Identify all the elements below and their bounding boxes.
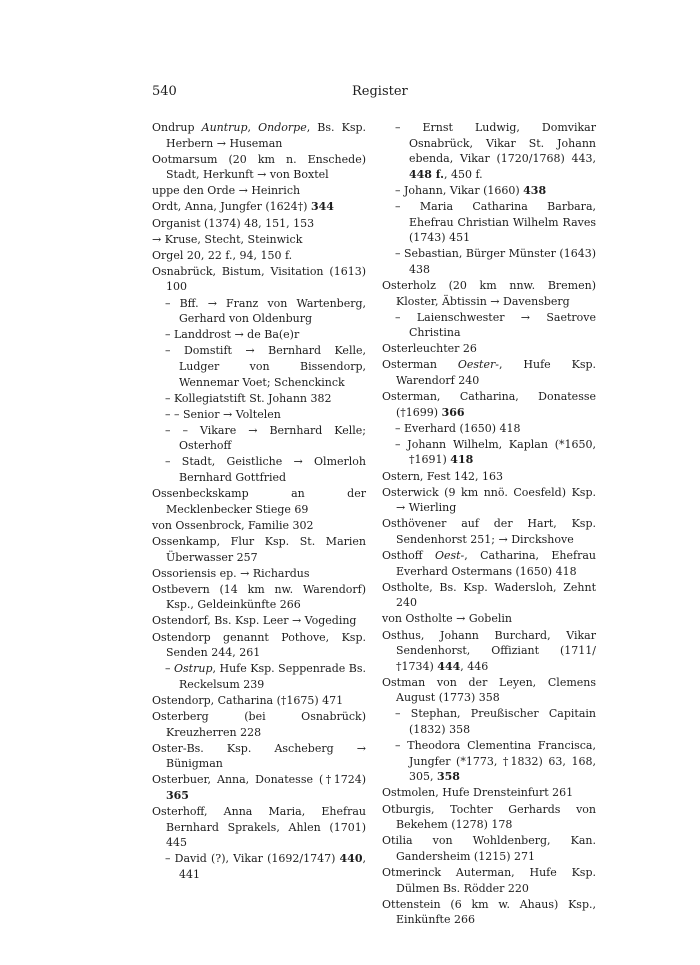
index-entry: – Laienschwester → Saetrove Christina (395, 310, 596, 340)
index-entry: – Johann, Vikar (1660) 438 (395, 183, 547, 197)
index-entry: – Stadt, Geistliche → Olmerloh Bernhard Gottfried (165, 455, 366, 485)
running-head: Register (352, 84, 408, 99)
index-entry: Otmerinck Auterman, Hufe Ksp. Dülmen Bs. Rödder 220 (382, 865, 596, 895)
index-entry: Ossenkamp, Flur Ksp. St. Marien Überwasser 257 (152, 534, 366, 564)
index-entry: Ostman von der Leyen, Clemens August (1773) 358 (382, 675, 596, 705)
index-entry: Ondrup Auntrup, Ondorpe, Bs. Ksp. Herbern → Huseman (152, 121, 367, 150)
index-entry: Osterholz (20 km nnw. Bremen) Kloster, Äbtissin → Davensberg (382, 278, 596, 308)
index-entry: Ordt, Anna, Jungfer (1624†) 344 (152, 200, 334, 214)
index-entry: Osterberg (bei Osnabrück) Kreuzherren 228 (152, 709, 366, 739)
index-entry: Otilia von Wohldenberg, Kan. Gandersheim (1215) 271 (382, 834, 596, 863)
index-entry: – David (?), Vikar (1692/1747) 440, 441 (165, 852, 366, 881)
index-entry: – Bff. → Franz von Wartenberg, Gerhard von Oldenburg (165, 296, 366, 326)
index-entry: Ossenbeckskamp an der Mecklenbecker Stiege 69 (152, 487, 366, 516)
index-entry: – – Senior → Voltelen (165, 407, 281, 421)
index-entry: Ootmarsum (20 km n. Enschede) Stadt, Herkunft → von Boxtel (152, 152, 366, 182)
index-entry: – – Vikare → Bernhard Kelle; Osterhoff (165, 423, 366, 453)
index-entry: Osterbuer, Anna, Donatesse (†1724) 365 (152, 773, 366, 802)
index-entry: Ostholte, Bs. Ksp. Wadersloh, Zehnt 240 (382, 580, 596, 610)
index-entry: Oster-Bs. Ksp. Ascheberg → Bünigman (152, 741, 366, 771)
index-entry: – Domstift → Bernhard Kelle, Ludger von Bissendorp, Wennemar Voet; Schenckinck (165, 344, 366, 389)
index-entry: – Sebastian, Bürger Münster (1643) 438 (395, 247, 596, 276)
index-entry: – Landdrost → de Ba(e)r (165, 328, 300, 342)
index-entry: – Ostrup, Hufe Ksp. Seppenrade Bs. Reckelsum 239 (165, 662, 366, 691)
index-entry: Ostendorp, Catharina (†1675) 471 (152, 693, 344, 707)
index-entry: – Maria Catharina Barbara, Ehefrau Christian Wilhelm Raves (1743) 451 (395, 199, 596, 245)
index-entry: Osterman, Catharina, Donatesse (†1699) 366 (382, 390, 596, 419)
index-entry: Ottenstein (6 km w. Ahaus) Ksp., Einkünfte 266 (382, 897, 596, 927)
index-entry: – Johann Wilhelm, Kaplan (*1650, †1691) 418 (395, 437, 596, 467)
index-entry: → Kruse, Stecht, Steinwick (152, 232, 303, 246)
index-entry: Osnabrück, Bistum, Visitation (1613) 100 (152, 264, 366, 294)
index-entry: Ostendorp genannt Pothove, Ksp. Senden 244, 261 (152, 630, 366, 660)
index-entry: Osterwick (9 km nnö. Coesfeld) Ksp. → Wierling (382, 485, 596, 515)
index-entry: Organist (1374) 48, 151, 153 (152, 216, 315, 230)
index-entry: uppe den Orde → Heinrich (152, 184, 301, 198)
index-column-right (382, 120, 596, 928)
index-entry: – Stephan, Preußischer Capitain (1832) 358 (395, 707, 596, 737)
page-number: 540 (152, 84, 177, 99)
index-entry: Ostmolen, Hufe Drensteinfurt 261 (382, 786, 574, 800)
index-entry: Ossoriensis ep. → Richardus (152, 566, 310, 580)
index-entry: – Ernst Ludwig, Domvikar Osnabrück, Vikar St. Johann ebenda, Vikar (1720/1768) 443, 448 f., 450 f. (395, 121, 596, 181)
index-column-left (152, 120, 366, 883)
index-entry: von Ostholte → Gobelin (382, 612, 512, 626)
index-entry: – Theodora Clementina Francisca, Jungfer (*1773, †1832) 63, 168, 305, 358 (395, 739, 596, 784)
index-entry: Otburgis, Tochter Gerhards von Bekehem (1278) 178 (382, 802, 596, 832)
index-entry: – Kollegiatstift St. Johann 382 (165, 391, 332, 405)
index-entry: Osterleuchter 26 (382, 342, 477, 356)
index-entry: Osterman Oester-, Hufe Ksp. Warendorf 240 (382, 358, 596, 387)
index-entry: Orgel 20, 22 f., 94, 150 f. (152, 248, 293, 262)
index-entry: von Ossenbrock, Familie 302 (152, 518, 314, 532)
index-entry: – Everhard (1650) 418 (395, 421, 521, 435)
index-entry: Ostbevern (14 km nw. Warendorf) Ksp., Geldeinkünfte 266 (152, 582, 366, 612)
index-entry: Osthoff Oest-, Catharina, Ehefrau Everhard Ostermans (1650) 418 (382, 549, 596, 578)
index-entry: Ostern, Fest 142, 163 (382, 469, 504, 483)
index-entry: Osthövener auf der Hart, Ksp. Sendenhorst 251; → Dirckshove (382, 517, 596, 546)
index-entry: Osterhoff, Anna Maria, Ehefrau Bernhard Sprakels, Ahlen (1701) 445 (152, 805, 366, 850)
index-entry: Osthus, Johann Burchard, Vikar Sendenhorst, Offiziant (1711/†1734) 444, 446 (382, 628, 596, 673)
index-entry: Ostendorf, Bs. Ksp. Leer → Vogeding (152, 614, 357, 628)
